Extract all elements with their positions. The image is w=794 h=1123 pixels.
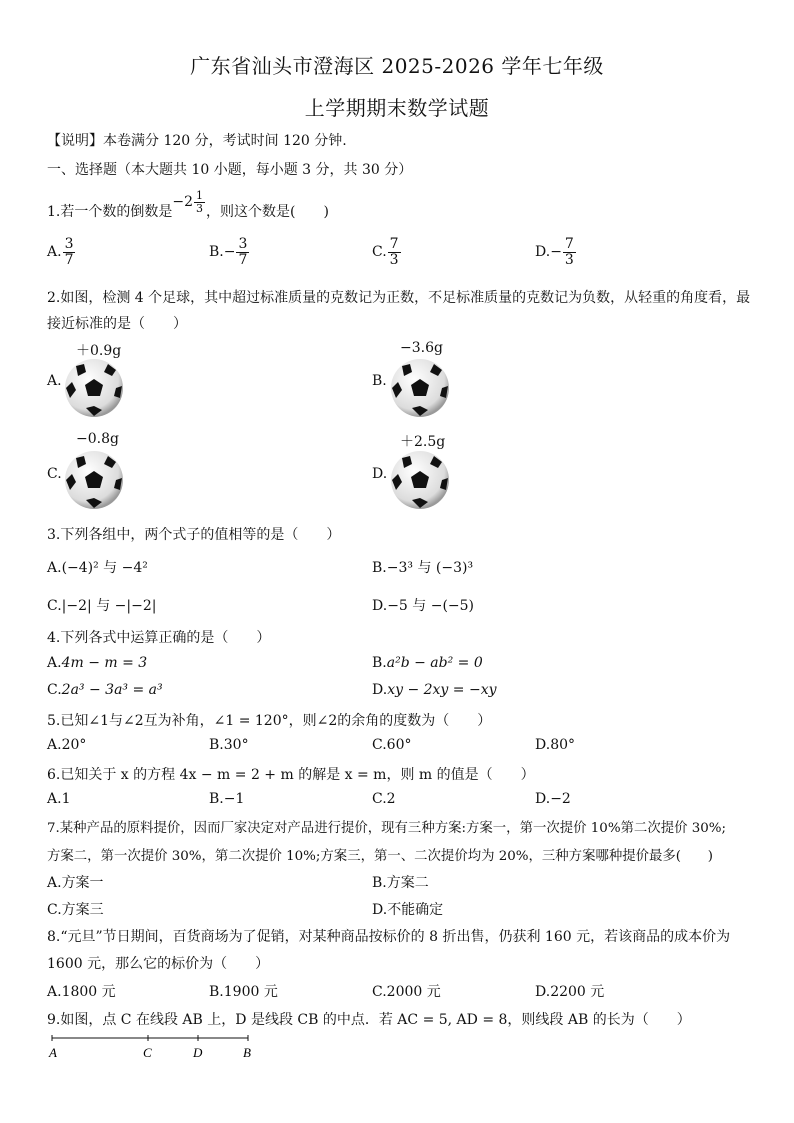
q6-option-b[interactable]: [209, 791, 244, 807]
option-label: A.: [47, 791, 62, 807]
option-fraction: [236, 237, 249, 267]
q1-mixed-den: 3: [196, 201, 203, 215]
q4-option-a[interactable]: [47, 655, 147, 671]
option-label: D.: [535, 737, 551, 753]
option-text: −3³ 与 (−3)³: [386, 560, 474, 576]
q6-option-a[interactable]: [47, 791, 70, 807]
q2-mass-c: −0.8g: [76, 431, 119, 447]
question-8-stem-line1: 8.“元旦”节日期间，百货商场为了促销，对某种商品按标价的 8 折出售，仍获利 160 元，若该商品的成本价为: [47, 929, 731, 945]
option-label: A.: [47, 984, 62, 1000]
q5-option-c[interactable]: [372, 737, 412, 753]
question-9-stem: 9.如图，点 C 在线段 AB 上，D 是线段 CB 的中点．若 AC = 5, AD = 8，则线段 AB 的长为（ ）: [47, 1012, 691, 1028]
question-4-stem: 4.下列各式中运算正确的是（ ）: [47, 630, 271, 646]
option-fraction: [63, 237, 76, 267]
q8-option-c[interactable]: [372, 981, 441, 1001]
question-2-stem-line2: 接近标准的是（ ）: [47, 316, 187, 332]
q7-option-b[interactable]: [372, 872, 429, 892]
q5-option-b[interactable]: [209, 737, 249, 753]
option-num: 7: [564, 236, 574, 252]
option-label: D.: [535, 791, 551, 807]
q3-option-c[interactable]: [47, 595, 156, 615]
q5-option-d[interactable]: [535, 737, 575, 753]
q2-mass-a: ＋0.9g: [76, 343, 122, 359]
q1-mixed-num: 1: [196, 189, 203, 202]
option-label: B.: [372, 560, 387, 576]
option-label: A.: [47, 737, 62, 753]
q8-option-a[interactable]: [47, 981, 116, 1001]
question-7-stem-line2: 方案二，第一次提价 30%，第二次提价 10%;方案三，第一、二次提价均为 20%，三种方案哪种提价最多( ): [47, 849, 714, 864]
question-1-stem: [47, 189, 329, 224]
option-text: 30°: [223, 737, 249, 753]
point-label-a: A: [49, 1045, 57, 1060]
q7-option-a[interactable]: [47, 872, 104, 892]
q1-mixed-fraction: [194, 190, 205, 214]
point-label-d: D: [193, 1045, 203, 1060]
option-text: 2: [386, 791, 396, 807]
point-label-b: B: [243, 1045, 251, 1060]
option-label: C.: [372, 244, 387, 261]
question-7-stem-line1: 7.某种产品的原料提价，因而厂家决定对产品进行提价，现有三种方案:方案一，第一次提价 10%第二次提价 30%;: [47, 821, 727, 836]
option-label: C.: [47, 902, 62, 918]
question-2-stem-line1: 2.如图，检测 4 个足球，其中超过标准质量的克数记为正数，不足标准质量的克数记为负数，从轻重的角度看，最: [47, 290, 751, 306]
q6-option-d[interactable]: [535, 791, 571, 807]
q7-option-d[interactable]: [372, 899, 443, 919]
option-text: −2: [550, 791, 571, 807]
option-text: 1: [61, 791, 71, 807]
option-text: 4m − m = 3: [61, 655, 148, 671]
q1-option-c[interactable]: [372, 237, 402, 267]
q1-mixed-number: [172, 190, 206, 214]
q2-mass-d: ＋2.5g: [400, 434, 446, 450]
option-label: D.: [372, 598, 388, 614]
option-label: A.: [47, 244, 62, 261]
option-text: 方案一: [61, 875, 104, 891]
option-den: 3: [564, 251, 574, 268]
line-segment-diagram: [40, 1030, 260, 1065]
option-sign: −: [550, 244, 562, 261]
q1-suffix: ，则这个数是( ): [206, 204, 329, 221]
option-text: 20°: [61, 737, 87, 753]
q2-mass-b: −3.6g: [400, 340, 443, 356]
option-text: 2a³ − 3a³ = a³: [61, 682, 163, 698]
option-text: 80°: [550, 737, 576, 753]
question-8-stem-line2: 1600 元，那么它的标价为（ ）: [47, 956, 270, 972]
option-label: B.: [209, 791, 224, 807]
option-label: B.: [209, 244, 224, 261]
q3-option-a[interactable]: [47, 557, 148, 577]
option-num: 7: [389, 236, 399, 252]
option-text: xy − 2xy = −xy: [387, 682, 497, 698]
q5-option-a[interactable]: [47, 737, 86, 753]
soccer-ball-icon: [390, 450, 450, 510]
q1-mixed-whole: −2: [172, 194, 193, 211]
option-text: a²b − ab² = 0: [386, 655, 483, 671]
option-text: 60°: [386, 737, 412, 753]
question-3-stem: 3.下列各组中，两个式子的值相等的是（ ）: [47, 527, 341, 543]
question-5-stem: 5.已知∠1与∠2互为补角，∠1 = 120°，则∠2的余角的度数为（ ）: [47, 713, 492, 729]
option-text: |−2| 与 −|−2|: [61, 598, 157, 614]
option-num: 3: [64, 236, 74, 252]
q8-option-d[interactable]: [535, 981, 604, 1001]
option-label: A.: [47, 560, 62, 576]
option-text: 2000 元: [386, 984, 441, 1000]
option-label: A.: [47, 655, 62, 671]
q8-option-b[interactable]: [209, 981, 278, 1001]
option-text: 方案三: [61, 902, 104, 918]
section-heading: 一、选择题（本大题共 10 小题，每小题 3 分，共 30 分）: [47, 162, 413, 178]
soccer-ball-icon: [390, 358, 450, 418]
q7-option-c[interactable]: [47, 899, 104, 919]
instructions: 【说明】本卷满分 120 分，考试时间 120 分钟.: [47, 133, 347, 149]
q2-option-c-label[interactable]: C.: [47, 466, 62, 482]
option-text: (−4)² 与 −4²: [61, 560, 148, 576]
option-text: 1800 元: [61, 984, 116, 1000]
option-den: 3: [389, 251, 399, 268]
option-label: D.: [535, 984, 551, 1000]
option-label: B.: [372, 655, 387, 671]
option-text: 2200 元: [550, 984, 605, 1000]
q4-option-c[interactable]: [47, 682, 163, 698]
exam-title-line1: 广东省汕头市澄海区 2025-2026 学年七年级: [190, 54, 604, 78]
option-label: C.: [47, 598, 62, 614]
q2-option-a-label[interactable]: A.: [47, 373, 62, 389]
option-label: D.: [535, 244, 551, 261]
soccer-ball-icon: [64, 358, 124, 418]
option-label: C.: [372, 791, 387, 807]
option-num: 3: [238, 236, 248, 252]
option-label: A.: [47, 875, 62, 891]
q3-option-b[interactable]: [372, 557, 473, 577]
q1-prefix: 1.若一个数的倒数是: [47, 204, 173, 221]
question-6-stem: 6.已知关于 x 的方程 4x − m = 2 + m 的解是 x = m，则 m 的值是（ ）: [47, 767, 535, 783]
exam-title-line2: 上学期期末数学试题: [304, 96, 490, 120]
point-label-c: C: [143, 1045, 152, 1060]
q6-option-c[interactable]: [372, 791, 396, 807]
option-label: B.: [372, 875, 387, 891]
option-label: B.: [209, 737, 224, 753]
option-text: −5 与 −(−5): [387, 598, 475, 614]
option-text: 不能确定: [387, 902, 444, 918]
option-den: 7: [238, 251, 248, 268]
q1-option-d[interactable]: [535, 237, 577, 267]
option-fraction: [563, 237, 576, 267]
option-label: B.: [209, 984, 224, 1000]
option-label: D.: [372, 902, 388, 918]
q3-option-d[interactable]: [372, 595, 474, 615]
q1-option-a[interactable]: [47, 237, 76, 267]
option-text: 1900 元: [223, 984, 278, 1000]
soccer-ball-icon: [64, 450, 124, 510]
option-den: 7: [64, 251, 74, 268]
option-label: C.: [47, 682, 62, 698]
option-fraction: [388, 237, 401, 267]
q1-option-b[interactable]: [209, 237, 250, 267]
q4-option-b[interactable]: [372, 655, 483, 671]
q2-option-d-label[interactable]: D.: [372, 466, 388, 482]
q4-option-d[interactable]: [372, 682, 497, 698]
option-label: C.: [372, 737, 387, 753]
option-label: C.: [372, 984, 387, 1000]
option-sign: −: [223, 244, 236, 261]
q2-option-b-label[interactable]: B.: [372, 373, 387, 389]
option-text: 方案二: [386, 875, 429, 891]
option-label: D.: [372, 682, 388, 698]
option-text: −1: [223, 791, 245, 807]
